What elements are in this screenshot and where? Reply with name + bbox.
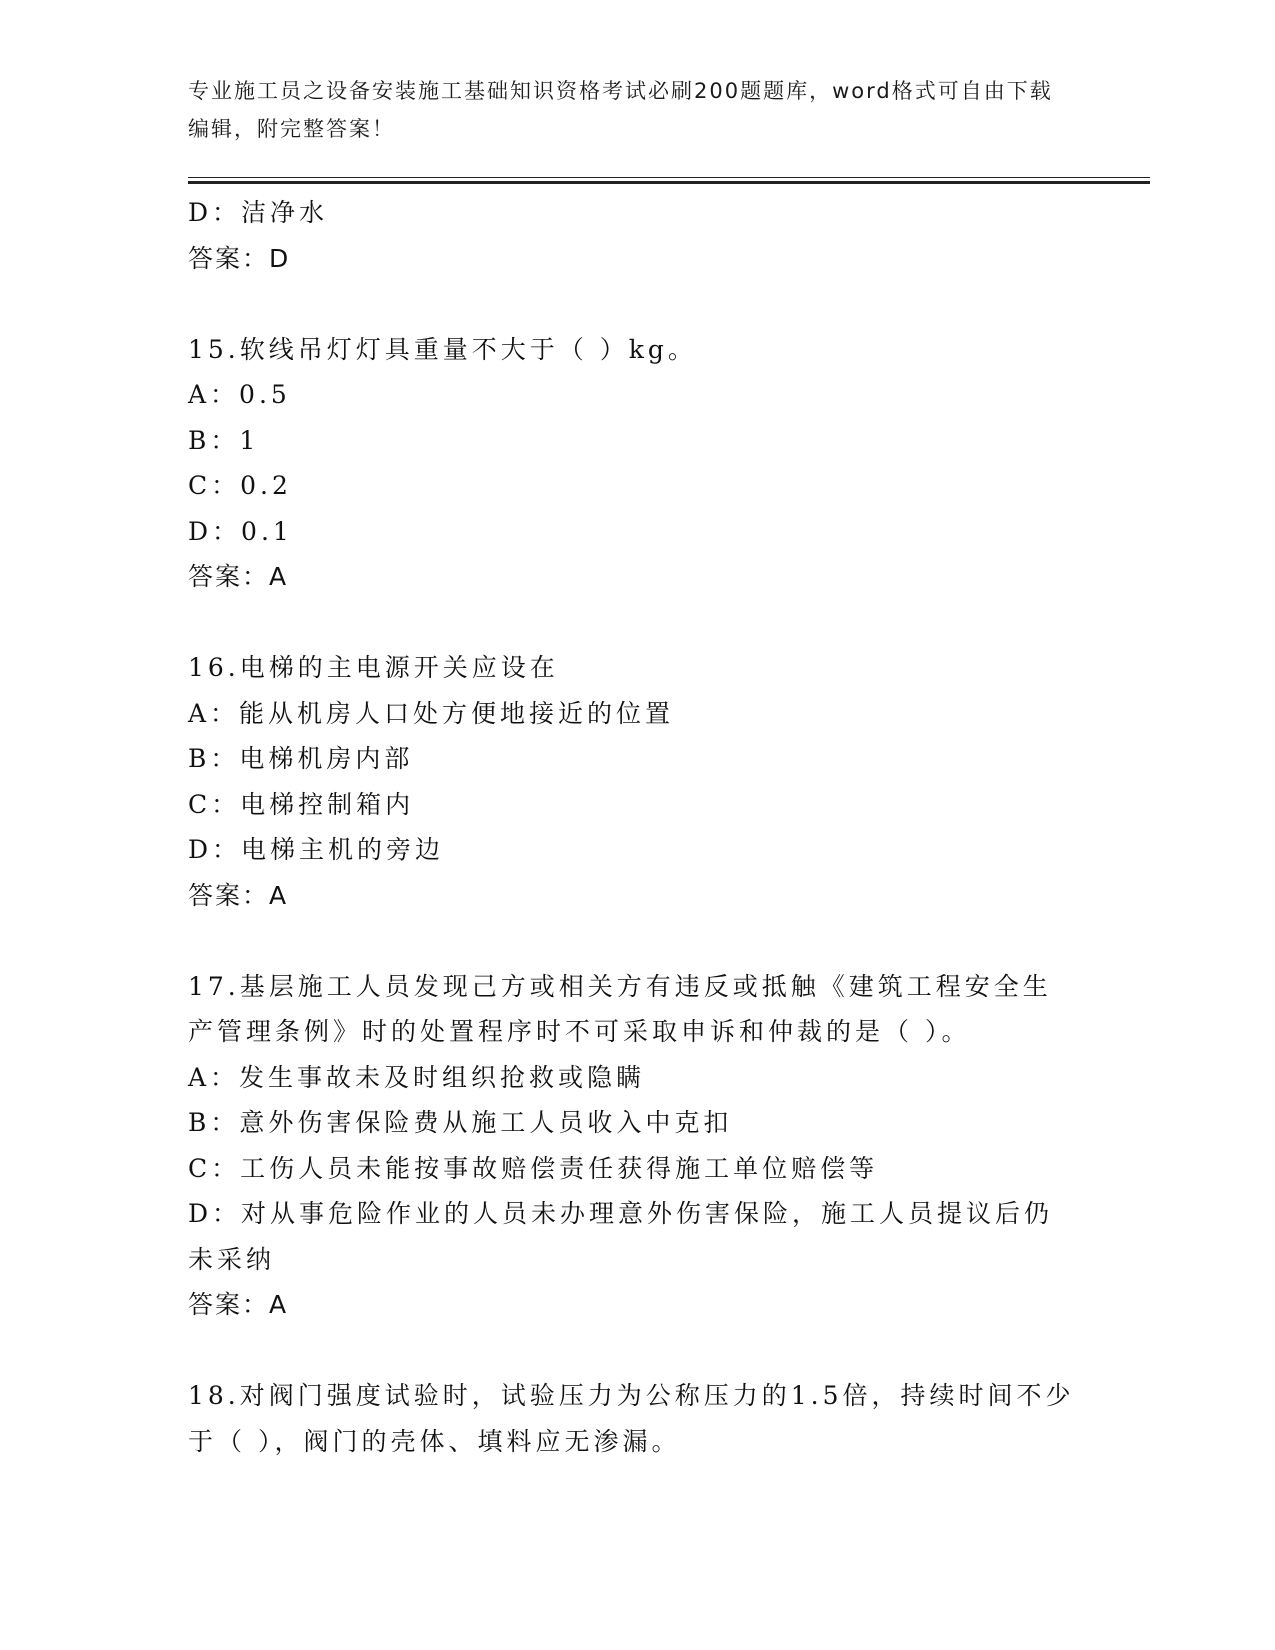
spacer bbox=[188, 600, 1078, 646]
q17-answer: 答案：A bbox=[188, 1290, 289, 1319]
q16-question: 16.电梯的主电源开关应设在 bbox=[188, 653, 559, 682]
q15-option-d: D：0.1 bbox=[188, 516, 293, 546]
q16-option-d: D：电梯主机的旁边 bbox=[188, 835, 445, 864]
q15-option-c: C：0.2 bbox=[188, 471, 292, 500]
q17-option-c: C：工伤人员未能按事故赔偿责任获得施工单位赔偿等 bbox=[188, 1153, 879, 1183]
prev-option-d: D：洁净水 bbox=[188, 198, 329, 227]
q16-answer: 答案：A bbox=[188, 880, 289, 910]
q15-option-b: B：1 bbox=[188, 425, 260, 455]
q17-question: 17.基层施工人员发现己方或相关方有违反或抵触《建筑工程安全生产管理条例》时的处置程序时不可采取申诉和仲裁的是（ ）。 bbox=[188, 971, 1052, 1046]
question-list bbox=[188, 190, 1078, 1464]
header-divider-thin bbox=[188, 177, 1150, 178]
q18-question: 18.对阀门强度试验时，试验压力为公称压力的1.5倍，持续时间不少于（ ），阀门的壳体、填料应无渗漏。 bbox=[188, 1381, 1075, 1456]
q15-question: 15.软线吊灯灯具重量不大于（ ）kg。 bbox=[188, 334, 697, 364]
q16-option-b: B：电梯机房内部 bbox=[188, 744, 414, 773]
q15-option-a: A：0.5 bbox=[188, 380, 291, 409]
prev-answer: 答案：D bbox=[188, 243, 291, 273]
q16-option-c: C：电梯控制箱内 bbox=[188, 789, 415, 819]
header-divider-thick bbox=[188, 181, 1150, 184]
q17-option-b: B：意外伤害保险费从施工人员收入中克扣 bbox=[188, 1108, 733, 1137]
q16-option-a: A：能从机房人口处方便地接近的位置 bbox=[188, 698, 675, 728]
page-header: 专业施工员之设备安装施工基础知识资格考试必刷200题题库，word格式可自由下载编辑，附完整答案！ bbox=[188, 79, 1053, 141]
q17-option-d: D：对从事危险作业的人员未办理意外伤害保险，施工人员提议后仍未采纳 bbox=[188, 1199, 1054, 1274]
spacer bbox=[188, 1328, 1078, 1374]
spacer bbox=[188, 281, 1078, 327]
q17-option-a: A：发生事故未及时组织抢救或隐瞒 bbox=[188, 1062, 646, 1092]
q15-answer: 答案：A bbox=[188, 562, 289, 591]
spacer bbox=[188, 918, 1078, 964]
